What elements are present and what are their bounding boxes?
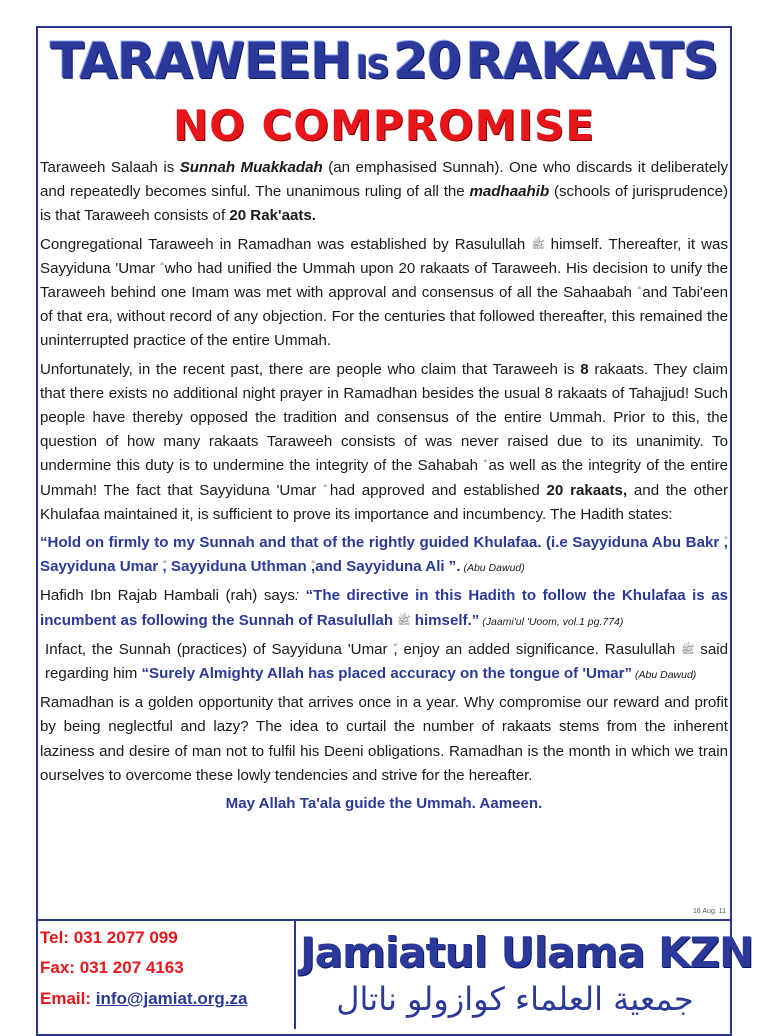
- title-word-taraweeh: TARAWEEH: [49, 32, 352, 90]
- issue-date: 16 Aug. 11: [693, 908, 726, 915]
- paragraph-3: Unfortunately, in the recent past, there are people who claim that Taraweeh is 8 rakaats. They claim that there exists no additional night prayer in Ramadhan besides the usual 8 rakaats of Tahajjud! Such people have thereby opposed the tradition and consensus of the entire Ummah. Prior to this, the question of how many rakaats Taraweeh consists of was never raised due to its unanimity. To undermine this duty is to undermine the integrity of the Sahabah as well as the integrity of the entire Ummah! The fact that Sayyiduna 'Umar had approved and established 20 rakaats, and the other Khulafaa maintained it, is sufficient to prove its importance and incumbency. The Hadith states:: [40, 360, 728, 523]
- title-word-rakaats: RAKAATS: [465, 32, 719, 90]
- contact-tel: Tel: 031 2077 099: [40, 928, 178, 947]
- salutation-symbol: ﷺ: [531, 238, 545, 251]
- organization-arabic-name: جمعية العلماء كوازولو ناتال: [336, 980, 694, 1018]
- salutation-symbol: ﷺ: [397, 614, 411, 627]
- page-title: [0, 32, 768, 90]
- closing-prayer: May Allah Ta'ala guide the Ummah. Aameen.: [225, 795, 543, 813]
- paragraph-4: Hafidh Ibn Rajab Hambali (rah) says: “The directive in this Hadith to follow the Khulafaa is as incumbent as following the Sunnah of Rasulullah ﷺ himself.” (Jaami'ul 'Uoom, vol.1 pg.774): [40, 587, 728, 629]
- hadith-quote: “Hold on firmly to my Sunnah and that of the rightly guided Khulafaa. (i.e Sayyiduna Abu Bakr , Sayyiduna Umar , Sayyiduna Uthman ,and Sayyiduna Ali ”. (Abu Dawud): [40, 534, 728, 576]
- reference: (Abu Dawud): [460, 562, 525, 575]
- footer-vertical-divider: [294, 919, 296, 1029]
- footer-divider: [36, 919, 732, 921]
- article-body: [40, 156, 728, 820]
- reference: (Abu Dawud): [632, 669, 697, 682]
- reference: (Jaami'ul 'Uoom, vol.1 pg.774): [479, 615, 624, 628]
- page-subtitle: NO COMPROMISE: [173, 101, 595, 150]
- contact-email: Email: info@jamiat.org.za: [40, 989, 248, 1008]
- email-link[interactable]: info@jamiat.org.za: [95, 989, 248, 1008]
- salutation-symbol: ﷺ: [681, 643, 695, 656]
- title-word-20: 20: [393, 32, 461, 90]
- paragraph-6: Ramadhan is a golden opportunity that arrives once in a year. Why compromise our reward and profit by being neglectful and lazy? The idea to curtail the number of rakaats stems from the inherent laziness and desire of man not to fulfil his Deeni obligations. Ramadhan is the month in which we train ourselves to overcome these lowly tendencies and strive for the hereafter.: [40, 694, 728, 784]
- paragraph-2: Congregational Taraweeh in Ramadhan was established by Rasulullah ﷺ himself. Thereafter, it was Sayyiduna 'Umar who had unified the Ummah upon 20 rakaats of Taraweeh. His decision to unify the Taraweeh behind one Imam was met with approval and consensus of all the Sahaabah and Tabi'een of that era, without record of any objection. For the centuries that followed thereafter, this remained the uninterrupted practice of the entire Ummah.: [40, 235, 728, 350]
- title-word-is: IS: [355, 48, 389, 86]
- contact-fax: Fax: 031 207 4163: [40, 958, 184, 977]
- paragraph-1: Taraweeh Salaah is Sunnah Muakkadah (an emphasised Sunnah). One who discards it deliberately and repeatedly becomes sinful. The unanimous ruling of all the madhaahib (schools of jurisprudence) is that Taraweeh consists of 20 Rak'aats.: [40, 159, 728, 225]
- organization-name: Jamiatul Ulama KZN: [300, 928, 754, 977]
- paragraph-5: Infact, the Sunnah (practices) of Sayyiduna 'Umar , enjoy an added significance. Rasulullah ﷺ said regarding him “Surely Almighty Allah has placed accuracy on the tongue of 'Umar” (Abu Dawud): [45, 640, 728, 683]
